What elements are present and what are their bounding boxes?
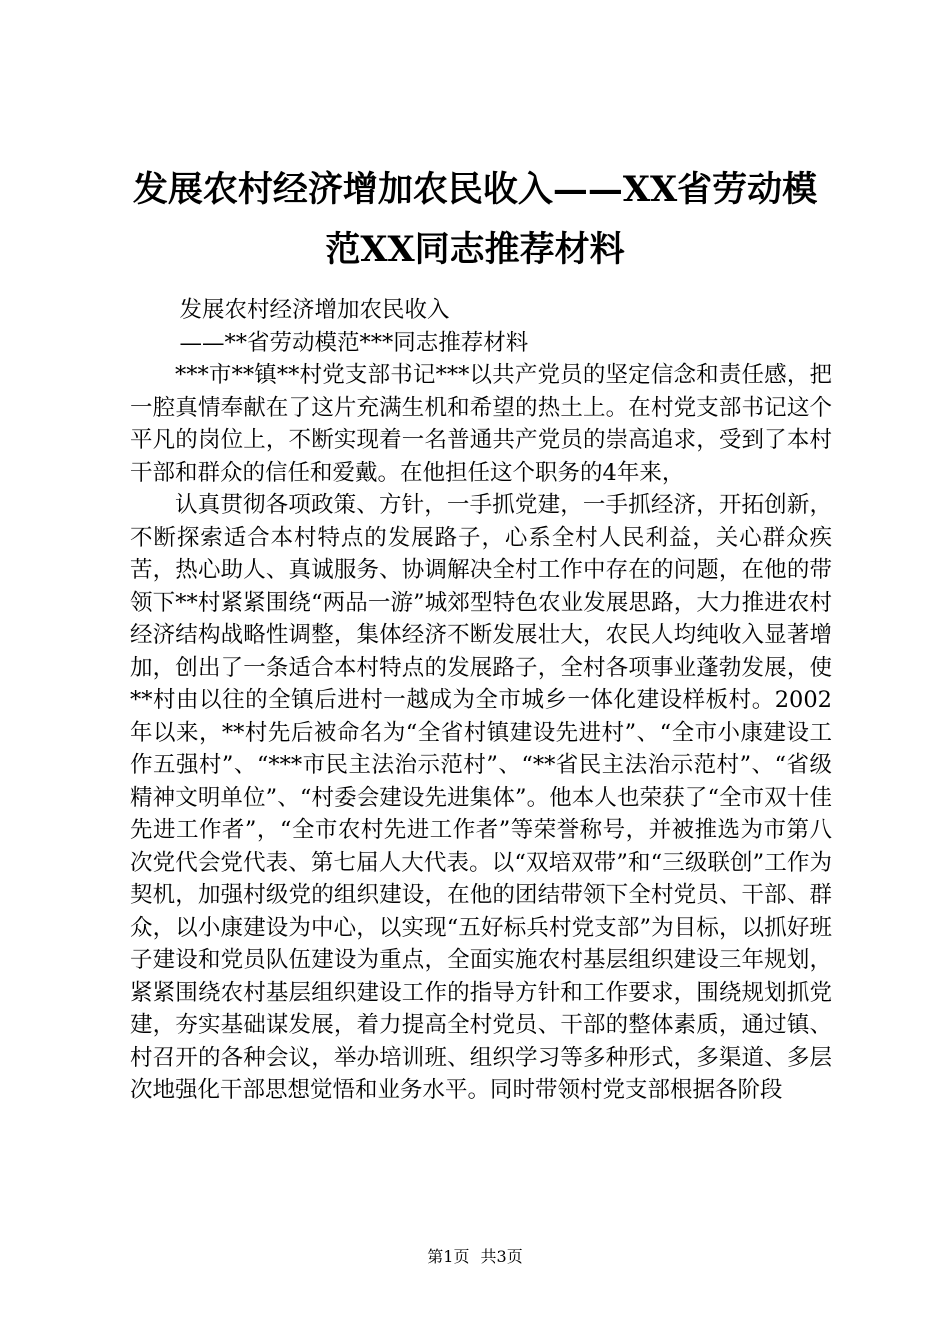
title-line-1: 发展农村经济增加农民收入——XX省劳动模 — [132, 169, 818, 210]
paragraph-2: 认真贯彻各项政策、方针，一手抓党建，一手抓经济，开拓创新，不断探索适合本村特点的发展路子，心系全村人民利益，关心群众疾苦，热心助人、真诚服务、协调解决全村工作中存在的问题，在他的带领下**村紧紧围绕“两品一游”城郊型特色农业发展思路，大力推进农村经济结构战略性调整，集体经济不断发展壮大，农民人均纯收入显著增加，创出了一条适合本村特点的发展路子，全村各项事业蓬勃发展，使**村由以往的全镇后进村一越成为全市城乡一体化建设样板村。2002年以来，**村先后被命名为“全省村镇建设先进村”、“全市小康建设工作五强村”、“***市民主法治示范村”、“**省民主法治示范村”、“省级精神文明单位”、“村委会建设先进集体”。他本人也荣获了“全市双十佳先进工作者”，“全市农村先进工作者”等荣誉称号，并被推选为市第八次党代会党代表、第七届人大代表。以“双培双带”和“三级联创”工作为契机，加强村级党的组织建设，在他的团结带领下全村党员、干部、群众，以小康建设为中心，以实现“五好标兵村党支部”为目标，以抓好班子建设和党员队伍建设为重点，全面实施农村基层组织建设三年规划，紧紧围绕农村基层组织建设工作的指导方针和工作要求，围绕规划抓党建，夯实基础谋发展，着力提高全村党员、干部的整体素质，通过镇、村召开的各种会议，举办培训班、组织学习等多种形式，多渠道、多层次地强化干部思想觉悟和业务水平。同时带领村党支部根据各阶段 — [130, 492, 832, 1103]
paragraph-1: ***市**镇**村党支部书记***以共产党员的坚定信念和责任感，把一腔真情奉献在了这片充满生机和希望的热土上。在村党支部书记这个平凡的岗位上，不断实现着一名普通共产党员的崇高追求，受到了本村干部和群众的信任和爱戴。在他担任这个职务的4年来， — [130, 362, 832, 486]
subheading-2: ——**省劳动模范***同志推荐材料 — [179, 329, 529, 356]
document-body — [130, 294, 832, 1107]
document-title — [120, 160, 830, 280]
title-line-2: 范XX同志推荐材料 — [325, 229, 625, 270]
page-footer — [0, 1244, 950, 1267]
subheading-1: 发展农村经济增加农民收入 — [179, 297, 450, 323]
page-number: 第1页 — [427, 1247, 470, 1266]
page-total: 共3页 — [480, 1247, 523, 1266]
